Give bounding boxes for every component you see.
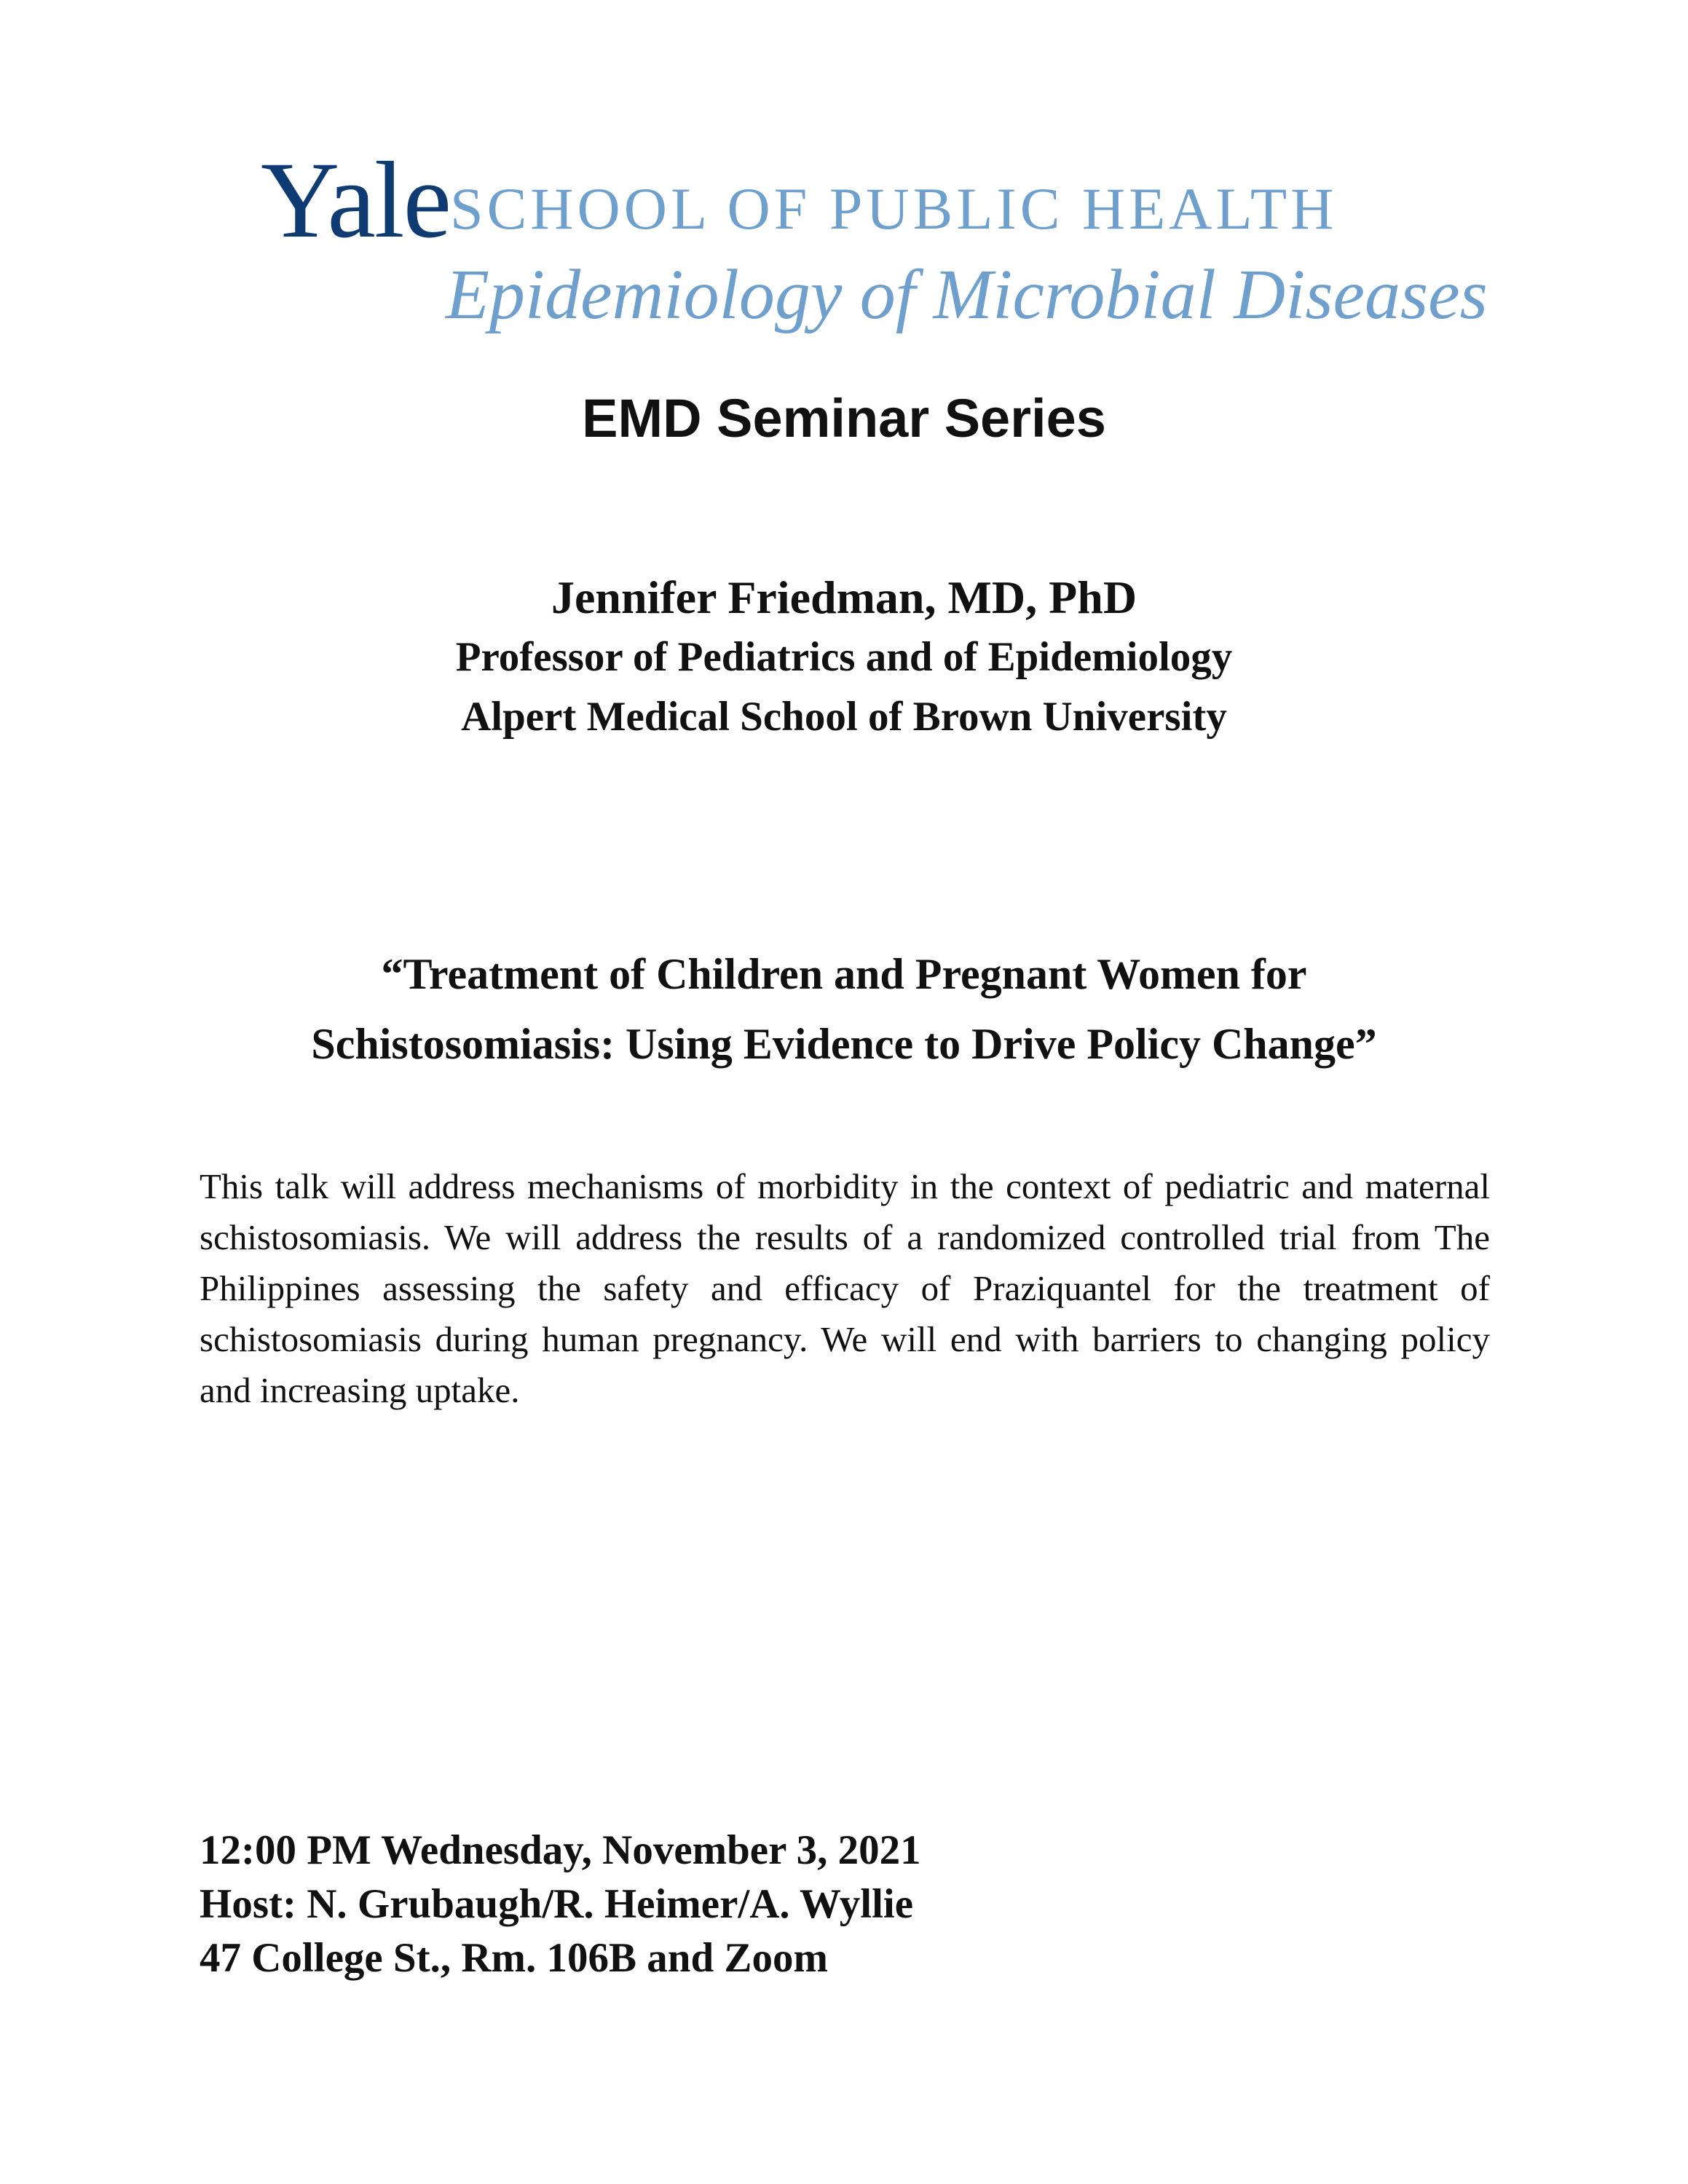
event-host: Host: N. Grubaugh/R. Heimer/A. Wyllie [200,1881,914,1927]
event-datetime: 12:00 PM Wednesday, November 3, 2021 [200,1827,921,1873]
talk-abstract: This talk will address mechanisms of morbidity in the context of pediatric and maternal schistosomiasis. We will address the results of a randomized controlled trial from The Philippines assessing the safety and efficacy of Praziquantel for the treatment of schistosomiasis during human pregnancy. We will end with barriers to changing policy and increasing uptake. [200,1166,1490,1410]
speaker-institution: Alpert Medical School of Brown University [461,694,1227,740]
event-location: 47 College St., Rm. 106B and Zoom [200,1935,828,1981]
department-name: Epidemiology of Microbial Diseases [446,256,1488,334]
speaker-title: Professor of Pediatrics and of Epidemiology [455,634,1233,680]
event-details [200,1824,921,1985]
yale-logo-word: Yale [261,140,451,261]
speaker-name: Jennifer Friedman, MD, PhD [551,571,1137,623]
speaker-block [0,568,1688,747]
yale-logo-header [0,140,1688,335]
talk-title-line-1: “Treatment of Children and Pregnant Women for [381,950,1307,998]
talk-title-line-2: Schistosomiasis: Using Evidence to Drive Policy Change” [311,1020,1377,1068]
seminar-series-title: EMD Seminar Series [582,388,1106,448]
school-name: SCHOOL OF PUBLIC HEALTH [450,175,1338,242]
talk-title [0,939,1688,1079]
